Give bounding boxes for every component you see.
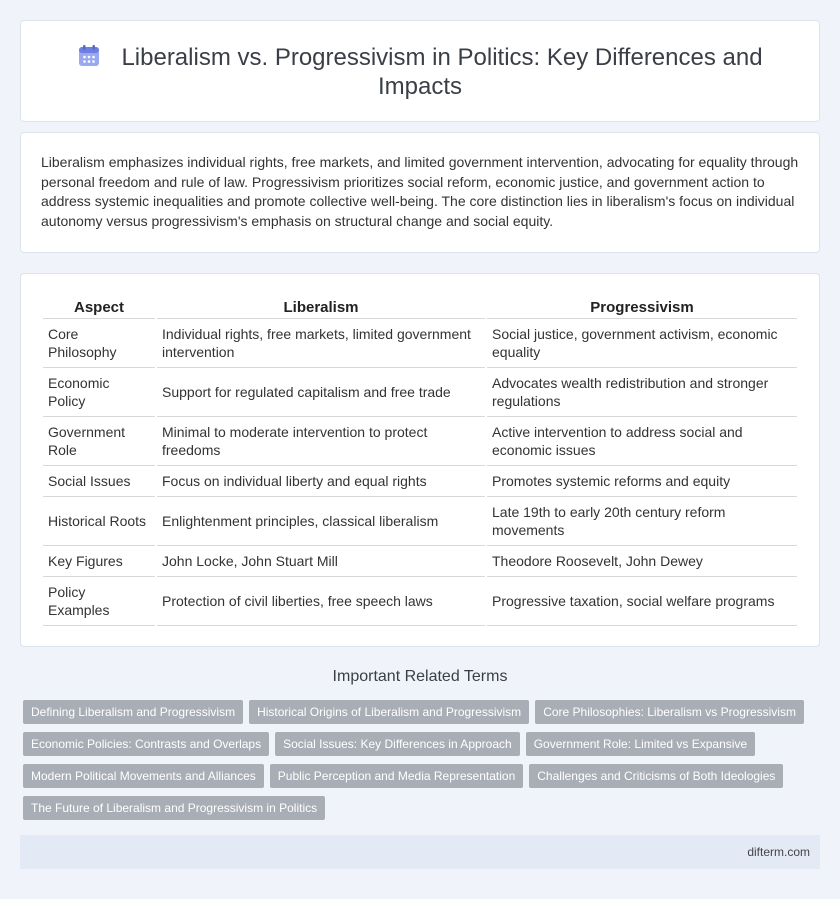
- cell-aspect: Social Issues: [43, 466, 155, 497]
- table-row: [43, 417, 797, 466]
- table-row: [43, 319, 797, 368]
- cell-progressivism: Progressive taxation, social welfare programs: [487, 577, 797, 626]
- cell-liberalism: Enlightenment principles, classical liberalism: [157, 497, 485, 546]
- table-row: [43, 546, 797, 577]
- related-term-tag[interactable]: Social Issues: Key Differences in Approach: [275, 732, 520, 756]
- cell-aspect: Historical Roots: [43, 497, 155, 546]
- table-row: [43, 466, 797, 497]
- cell-aspect: Core Philosophy: [43, 319, 155, 368]
- cell-liberalism: Minimal to moderate intervention to protect freedoms: [157, 417, 485, 466]
- table-row: [43, 368, 797, 417]
- footer: [20, 835, 820, 869]
- cell-aspect: Economic Policy: [43, 368, 155, 417]
- related-term-tag[interactable]: Government Role: Limited vs Expansive: [526, 732, 755, 756]
- table-row: [43, 577, 797, 626]
- cell-aspect: Key Figures: [43, 546, 155, 577]
- related-term-tag[interactable]: Core Philosophies: Liberalism vs Progressivism: [535, 700, 804, 724]
- cell-progressivism: Active intervention to address social and economic issues: [487, 417, 797, 466]
- cell-progressivism: Promotes systemic reforms and equity: [487, 466, 797, 497]
- related-terms-title: Important Related Terms: [332, 668, 508, 685]
- related-term-tag[interactable]: Challenges and Criticisms of Both Ideologies: [529, 764, 783, 788]
- site-link[interactable]: difterm.com: [747, 845, 810, 859]
- cell-liberalism: Protection of civil liberties, free speech laws: [157, 577, 485, 626]
- related-term-tag[interactable]: The Future of Liberalism and Progressivism in Politics: [23, 796, 325, 820]
- cell-aspect: Government Role: [43, 417, 155, 466]
- cell-progressivism: Advocates wealth redistribution and stronger regulations: [487, 368, 797, 417]
- header-aspect: Aspect: [43, 295, 155, 319]
- related-term-tag[interactable]: Modern Political Movements and Alliances: [23, 764, 264, 788]
- related-term-tag[interactable]: Public Perception and Media Representation: [270, 764, 523, 788]
- related-terms-list: [23, 700, 823, 828]
- related-term-tag[interactable]: Historical Origins of Liberalism and Progressivism: [249, 700, 529, 724]
- page-title-container: [61, 43, 779, 101]
- table-row: [43, 497, 797, 546]
- cell-liberalism: John Locke, John Stuart Mill: [157, 546, 485, 577]
- cell-liberalism: Support for regulated capitalism and free trade: [157, 368, 485, 417]
- cell-progressivism: Social justice, government activism, economic equality: [487, 319, 797, 368]
- cell-progressivism: Theodore Roosevelt, John Dewey: [487, 546, 797, 577]
- cell-liberalism: Individual rights, free markets, limited government intervention: [157, 319, 485, 368]
- header-progressivism: Progressivism: [487, 295, 797, 319]
- page-title: Liberalism vs. Progressivism in Politics: Key Differences and Impacts: [121, 44, 763, 100]
- header-liberalism: Liberalism: [157, 295, 485, 319]
- cell-liberalism: Focus on individual liberty and equal rights: [157, 466, 485, 497]
- comparison-table-card: [20, 273, 820, 647]
- summary-text: Liberalism emphasizes individual rights, free markets, and limited government intervention, advocating for equality through personal freedom and rule of law. Progressivism prioritizes social reform, economic justice, and government action to address systemic inequalities and promote collective well-being. The core distinction lies in liberalism's focus on individual autonomy versus progressivism's emphasis on structural change and social equity.: [41, 154, 799, 229]
- summary-card: [20, 132, 820, 253]
- calendar-icon: [77, 44, 101, 68]
- cell-progressivism: Late 19th to early 20th century reform movements: [487, 497, 797, 546]
- related-term-tag[interactable]: Economic Policies: Contrasts and Overlaps: [23, 732, 269, 756]
- cell-aspect: Policy Examples: [43, 577, 155, 626]
- header-card: [20, 20, 820, 122]
- related-term-tag[interactable]: Defining Liberalism and Progressivism: [23, 700, 243, 724]
- comparison-table: [41, 295, 799, 626]
- table-header-row: [43, 295, 797, 319]
